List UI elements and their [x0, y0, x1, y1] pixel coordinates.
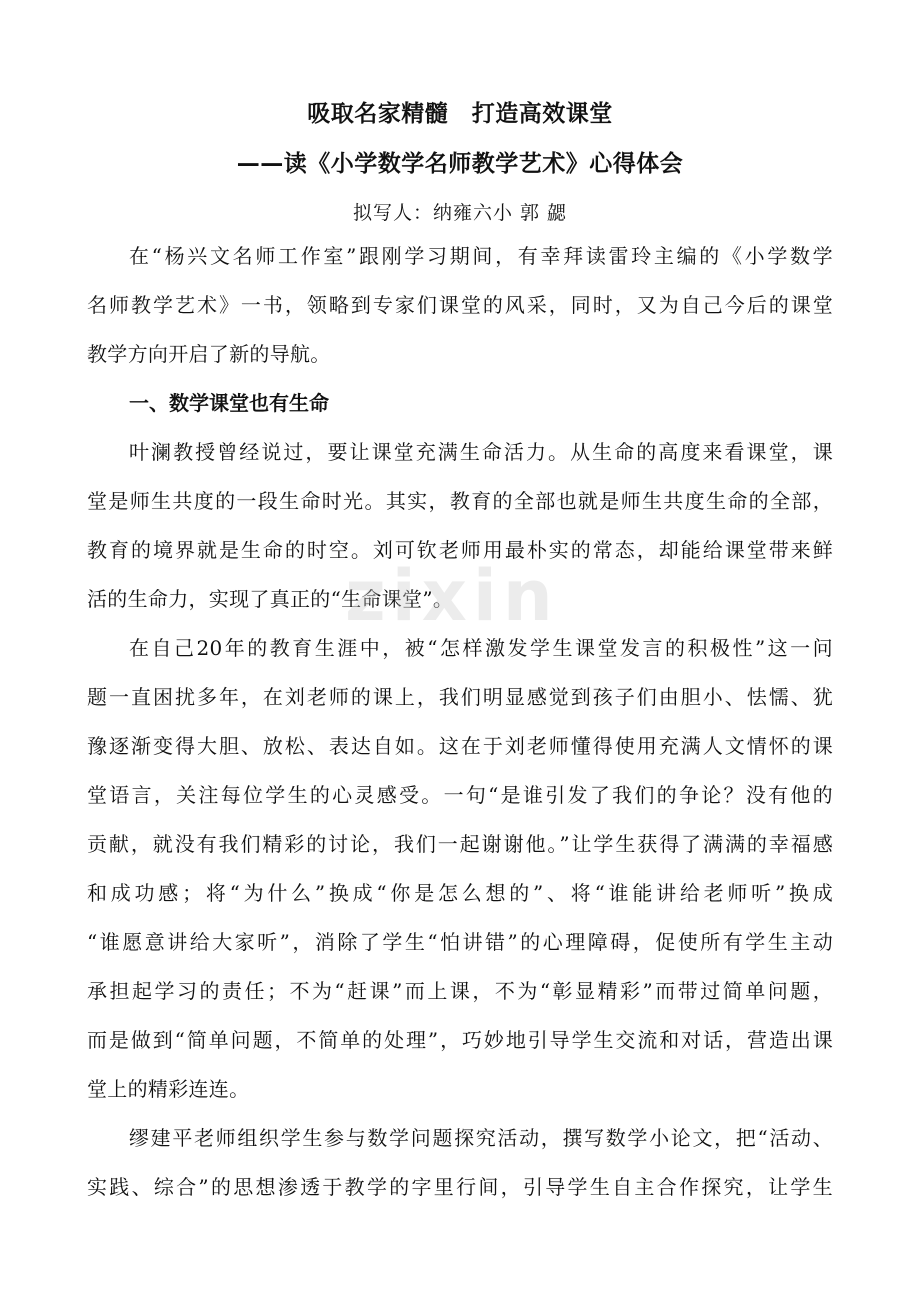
- document-title: 吸取名家精髓 打造高效课堂: [307, 101, 613, 127]
- paragraph-line: 堂语言，关注每位学生的心灵感受。一句“是谁引发了我们的争论？没有他的: [87, 783, 833, 807]
- paragraph-line: 在自己20年的教育生涯中，被“怎样激发学生课堂发言的积极性”这一问: [129, 636, 833, 660]
- paragraph-line: 名师教学艺术》一书，领略到专家们课堂的风采，同时，又为自己今后的课堂: [87, 293, 833, 317]
- watermark: zixin: [345, 555, 559, 637]
- paragraph-line: 贡献，就没有我们精彩的讨论，我们一起谢谢他。”让学生获得了满满的幸福感: [87, 832, 833, 856]
- paragraph-line: 缪建平老师组织学生参与数学问题探究活动，撰写数学小论文，把“活动、: [129, 1126, 833, 1150]
- paragraph-line: 在“杨兴文名师工作室”跟刚学习期间，有幸拜读雷玲主编的《小学数学: [129, 244, 833, 268]
- paragraph-line: 和成功感；将“为什么”换成“你是怎么想的”、将“谁能讲给老师听”换成: [87, 881, 833, 905]
- paragraph-line: 活的生命力，实现了真正的“生命课堂”。: [87, 587, 454, 611]
- paragraph-line: 承担起学习的责任；不为“赶课”而上课，不为“彰显精彩”而带过简单问题，: [87, 979, 833, 1003]
- author-line: 拟写人：纳雍六小 郭 勰: [352, 202, 568, 224]
- paragraph-line: 教学方向开启了新的导航。: [87, 342, 331, 366]
- paragraph-line: 教育的境界就是生命的时空。刘可钦老师用最朴实的常态，却能给课堂带来鲜: [87, 538, 833, 562]
- paragraph-line: 实践、综合”的思想渗透于教学的字里行间，引导学生自主合作探究，让学生: [87, 1175, 833, 1199]
- document-subtitle: ——读《小学数学名师教学艺术》心得体会: [236, 151, 684, 177]
- paragraph-line: 豫逐渐变得大胆、放松、表达自如。这在于刘老师懂得使用充满人文情怀的课: [87, 734, 833, 758]
- section-heading: 一、数学课堂也有生命: [129, 391, 329, 415]
- paragraph-line: 堂是师生共度的一段生命时光。其实，教育的全部也就是师生共度生命的全部，: [87, 489, 833, 513]
- paragraph-line: “谁愿意讲给大家听”，消除了学生“怕讲错”的心理障碍，促使所有学生主动: [87, 930, 833, 954]
- paragraph-line: 而是做到“简单问题，不简单的处理”，巧妙地引导学生交流和对话，营造出课: [87, 1028, 833, 1052]
- paragraph-line: 堂上的精彩连连。: [87, 1077, 250, 1101]
- paragraph-line: 叶澜教授曾经说过，要让课堂充满生命活力。从生命的高度来看课堂，课: [129, 440, 833, 464]
- paragraph-line: 题一直困扰多年，在刘老师的课上，我们明显感觉到孩子们由胆小、怯懦、犹: [87, 685, 833, 709]
